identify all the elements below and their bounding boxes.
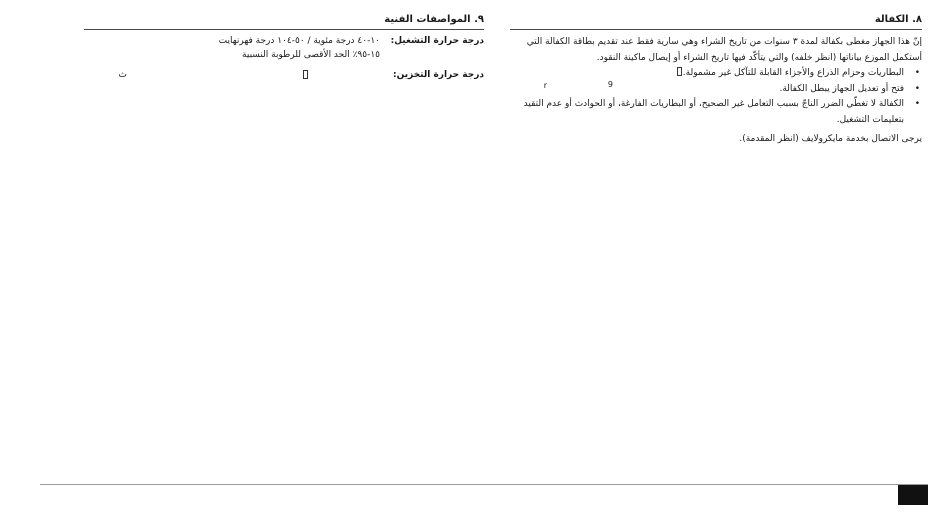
specs-section bbox=[84, 12, 484, 90]
spec-value bbox=[84, 35, 380, 62]
footer-rule bbox=[40, 484, 928, 485]
spec-label: درجة حرارة التخزين: bbox=[393, 70, 484, 80]
list-item bbox=[510, 66, 922, 82]
spec-value-line: ١٥-٩٥٪ الحد الأقصى للرطوبة النسبية bbox=[242, 49, 380, 60]
stray-digit: r bbox=[543, 81, 547, 90]
missing-glyph-icon bbox=[677, 67, 682, 76]
warranty-paragraph: إنّ هذا الجهاز مغطى بكفالة لمدة ٣ سنوات من تاريخ الشراء وهي سارية فقط عند تقديم بطاقة الكفالة التي أستكمل الموزع بياناتها (انظر خلفه) والتي يتأكّد فيها تاريخ الشراء أو إيصال ماكينة النقود. bbox=[526, 37, 922, 63]
spec-value bbox=[84, 69, 380, 83]
spec-value-line: ث bbox=[118, 70, 127, 80]
spec-value-line: ١٠-٤٠ درجة مئوية / ٥٠-١٠٤ درجة فهرنهايت bbox=[218, 36, 380, 46]
list-item: • فتح أو تعديل الجهاز يبطل الكفالة. bbox=[510, 82, 922, 98]
spec-label: درجة حرارة التشغيل: bbox=[390, 36, 484, 46]
warranty-contact-note: يرجى الاتصال بخدمة مايكرولايف (انظر المقدمة). bbox=[739, 134, 922, 144]
list-item: • الكفالة لا تغطّي الضرر الناجّ بسبب التعامل غير الصحيح، أو البطاريات الفارغة، أو الحوادث أو عدم التقيد بتعليمات التشغيل. bbox=[510, 97, 922, 128]
specs-heading: ٩. المواصفات الفنية bbox=[84, 12, 484, 30]
list-item-text: البطاريات وحزام الذراع والأجزاء القابلة للتآكل غير مشمولة. bbox=[682, 68, 904, 78]
warranty-heading: ٨. الكفالة bbox=[510, 12, 922, 30]
warranty-exclusions-list bbox=[510, 66, 922, 128]
warranty-section bbox=[510, 12, 922, 148]
stray-digit: 9 bbox=[607, 80, 613, 89]
page-number-tab bbox=[898, 485, 928, 505]
spec-row-storage-temperature bbox=[84, 69, 484, 83]
spec-row-operating-temperature bbox=[84, 35, 484, 62]
missing-glyph-icon bbox=[303, 70, 308, 79]
